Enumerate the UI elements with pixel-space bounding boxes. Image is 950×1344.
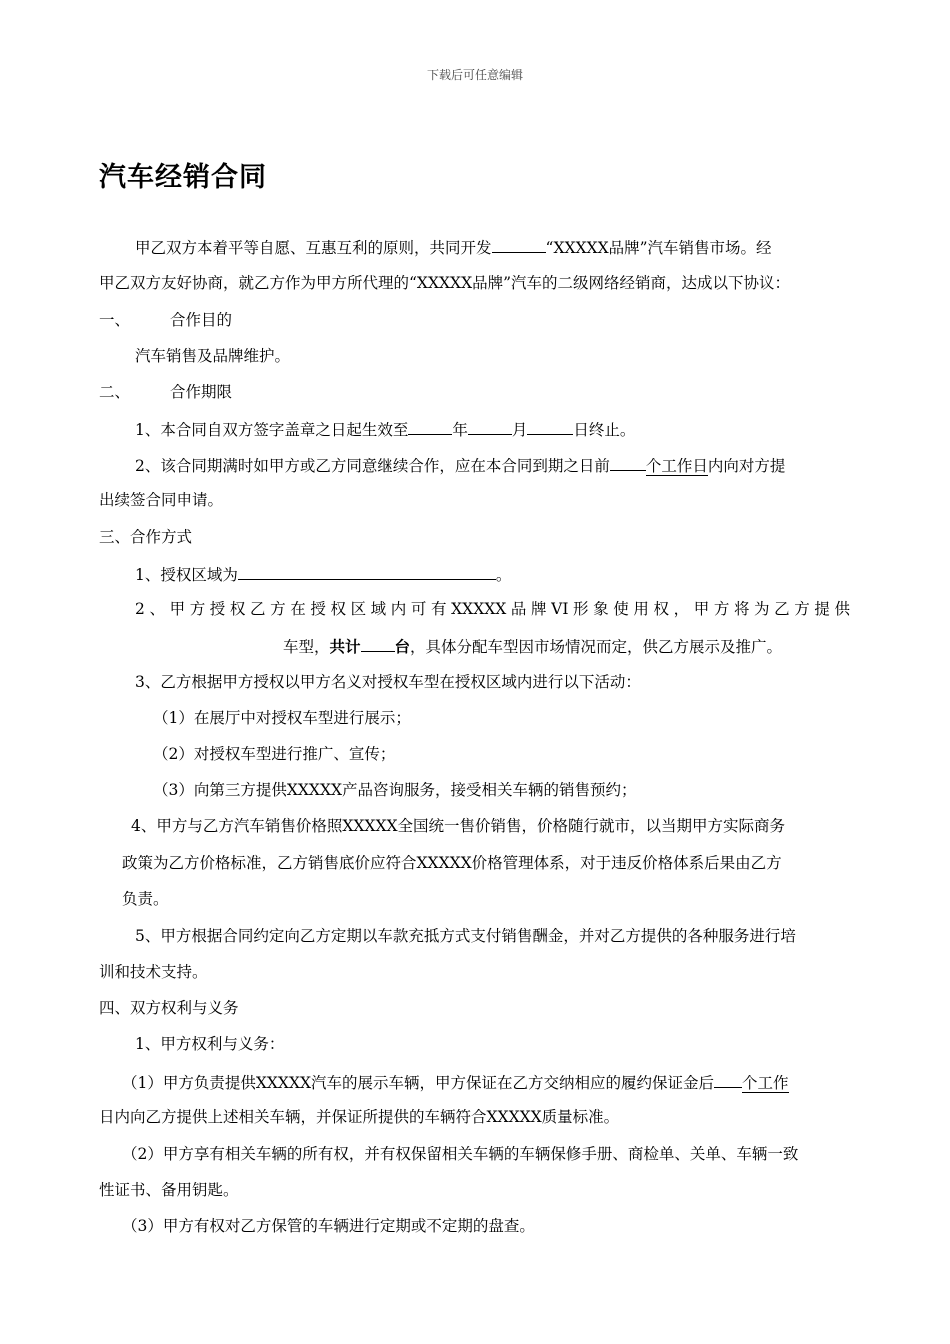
page-header: 下载后可任意编辑: [426, 68, 523, 82]
section-4-title: 四、双方权利与义务: [99, 999, 239, 1017]
clause-4-1-1-cont: 日内向乙方提供上述相关车辆，并保证所提供的车辆符合XXXXX质量标准。: [99, 1108, 620, 1126]
document-title: 汽车经销合同: [99, 162, 267, 193]
intro-line-1: 甲乙双方本着平等自愿、互惠互利的原则，共同开发 “XXXXX品牌”汽车销售市场。经: [135, 236, 772, 258]
clause-4-1: 1、甲方权利与义务：: [135, 1035, 285, 1053]
blank-day: [527, 418, 573, 435]
clause-2-2-cont: 出续签合同申请。: [99, 491, 224, 509]
section-1-title: 合作目的: [170, 311, 233, 329]
clause-4-1-1: （1）甲方负责提供XXXXX汽车的展示车辆，甲方保证在乙方交纳相应的履约保证金后 个工作: [122, 1071, 789, 1093]
blank-month: [468, 418, 512, 435]
blank-days: [610, 454, 646, 471]
clause-3-1: 1、授权区域为 。: [135, 563, 511, 585]
clause-3-2-cont: 车型，共计 台，具体分配车型因市场情况而定，供乙方展示及推广。: [283, 637, 783, 656]
clause-3-4-line-3: 负责。: [122, 890, 169, 908]
clause-3-4-line-2: 政策为乙方价格标准，乙方销售底价应符合XXXXX价格管理体系，对于违反价格体系后果由乙方: [122, 854, 782, 872]
blank-workdays: [714, 1071, 742, 1088]
clause-4-1-2-cont: 性证书、备用钥匙。: [99, 1181, 239, 1199]
clause-3-4-line-1: 4、甲方与乙方汽车销售价格照XXXXX全国统一售价销售，价格随行就市，以当期甲方实际商务: [131, 817, 786, 835]
intro-line-2: 甲乙双方友好协商，就乙方作为甲方所代理的“XXXXX品牌”汽车的二级网络经销商，达成以下协议：: [99, 274, 791, 292]
clause-3-3-3: （3）向第三方提供XXXXX产品咨询服务，接受相关车辆的销售预约；: [153, 781, 637, 799]
section-2-title: 合作期限: [170, 383, 233, 401]
clause-3-3-1: （1）在展厅中对授权车型进行展示；: [153, 709, 411, 727]
clause-3-5-line-1: 5、甲方根据合同约定向乙方定期以车款充抵方式支付销售酬金，并对乙方提供的各种服务进行培: [135, 927, 796, 945]
clause-2-2: 2、该合同期满时如甲方或乙方同意继续合作，应在本合同到期之日前 个工作日内向对方提: [135, 454, 785, 476]
section-1-text: 汽车销售及品牌维护。: [135, 347, 291, 365]
blank-count: [361, 635, 395, 652]
blank-year: [408, 418, 452, 435]
blank-authorized-area: [238, 563, 496, 580]
clause-4-1-3: （3）甲方有权对乙方保管的车辆进行定期或不定期的盘查。: [122, 1217, 535, 1235]
section-2-number: 二、: [99, 383, 131, 401]
clause-4-1-2: （2）甲方享有相关车辆的所有权，并有权保留相关车辆的车辆保修手册、商检单、关单、车辆一致: [122, 1145, 799, 1163]
section-3-title: 三、合作方式: [99, 528, 193, 546]
clause-3-3-2: （2）对授权车型进行推广、宣传；: [153, 745, 396, 763]
blank-region: [492, 236, 546, 253]
section-1-number: 一、: [99, 311, 131, 329]
clause-3-2: 2、甲方授权乙方在授权区域内可有XXXXX品牌VI形象使用权，甲方将为乙方提供: [135, 600, 850, 618]
clause-2-1: 1、本合同自双方签字盖章之日起生效至 年 月 日终止。: [135, 418, 635, 440]
clause-3-5-line-2: 训和技术支持。: [99, 963, 208, 981]
clause-3-3: 3、乙方根据甲方授权以甲方名义对授权车型在授权区域内进行以下活动：: [135, 673, 641, 691]
